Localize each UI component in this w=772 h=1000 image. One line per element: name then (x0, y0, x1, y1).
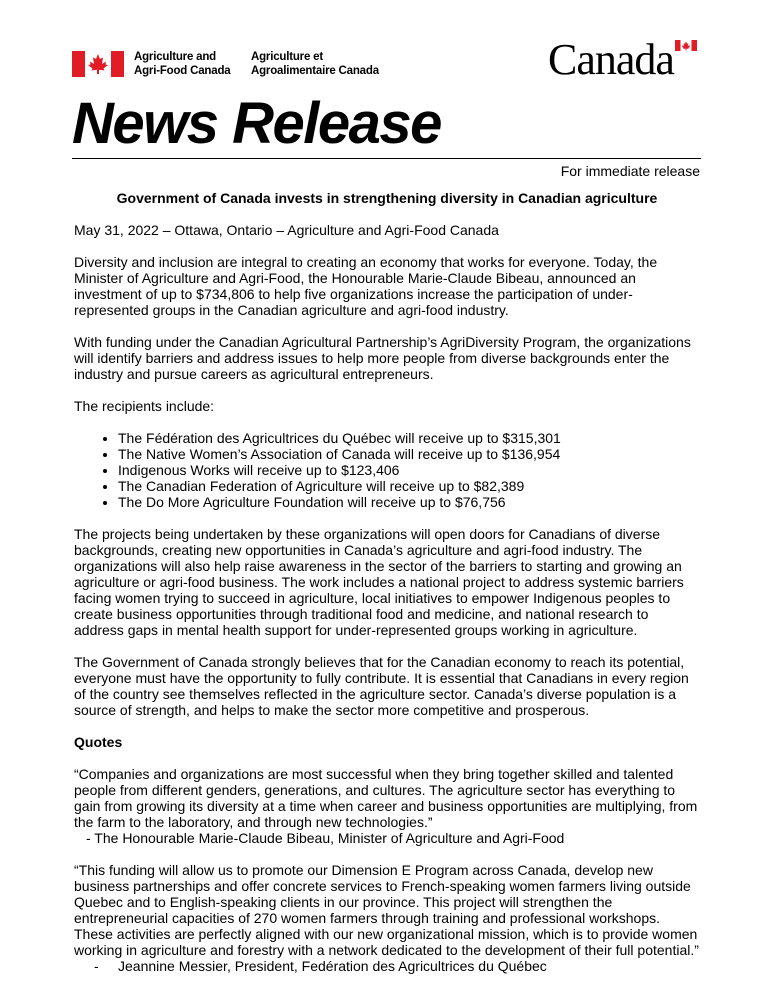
list-item: • The Fédération des Agricultrices du Québec will receive up to $315,301 (118, 430, 700, 446)
department-name-french (251, 51, 379, 78)
quote-text: “Companies and organizations are most successful when they bring together skilled and talented people from different genders, generations, and cultures. The agriculture sector has everything to gain from growing its diversity at a time when career and business opportunities are multiplying, from the farm to the laboratory, and through new technologies.” (74, 766, 698, 830)
attribution-text: Jeannine Messier, President, Fedération des Agricultrices du Québec (118, 958, 547, 974)
quote-attribution: - The Honourable Marie-Claude Bibeau, Minister of Agriculture and Agri-Food (86, 830, 565, 846)
department-fr-line1: Agriculture et (251, 51, 323, 63)
paragraph: The Government of Canada strongly believes that for the Canadian economy to reach its potential, everyone must have the opportunity to fully contribute. It is essential that Canadians in every region of the country see themselves reflected in the agriculture sector. Canada’s diverse population is a source of strength, and helps to make the sector more competitive and prosperous. (74, 654, 689, 718)
canada-wordmark (548, 35, 700, 84)
department-en-line1: Agriculture and (134, 51, 216, 63)
headline: Government of Canada invests in strengthening diversity in Canadian agriculture (116, 190, 658, 206)
list-item: • Indigenous Works will receive up to $123,406 (118, 462, 700, 478)
attribution-dash: - (94, 958, 99, 974)
title-divider (72, 158, 701, 159)
list-item: • The Native Women’s Association of Canada will receive up to $136,954 (118, 446, 700, 462)
department-name-english (134, 51, 230, 78)
department-en-line2: Agri-Food Canada (134, 64, 231, 77)
paragraph: The projects being undertaken by these organizations will open doors for Canadians of diverse backgrounds, creating new opportunities in Canada’s agriculture and agri-food industry. The organizations will also help raise awareness in the sector of the barriers to starting and growing an agriculture or agri-food business. The work includes a national project to address systemic barriers facing women trying to succeed in agriculture, local initiatives to empower Indigenous peoples to create business opportunities through traditional food and medicine, and national research to address gaps in mental health support for under-represented groups working in agriculture. (74, 526, 684, 638)
release-note: For immediate release (560, 163, 700, 179)
quote-attribution (74, 958, 700, 974)
department-fr-line2: Agroalimentaire Canada (251, 64, 379, 77)
recipients-label: The recipients include: (74, 398, 215, 414)
canada-flag-icon (72, 51, 124, 77)
paragraph: Diversity and inclusion are integral to creating an economy that works for everyone. Today, the Minister of Agriculture and Agri-Food, the Honourable Marie-Claude Bibeau, announced an investment of up to $734,806 to help five organizations increase the participation of under-represented groups in the Canadian agriculture and agri-food industry. (74, 254, 658, 318)
quote-text: “This funding will allow us to promote our Dimension E Program across Canada, develop new business partnerships and offer concrete services to French-speaking women farmers living outside Quebec and to English-speaking clients in our province. This project will strengthen the entrepreneurial capacities of 270 women farmers through training and professional workshops. These activities are perfectly aligned with our new organizational mission, which is to provide women working in agriculture and forestry with a network dedicated to the development of their full potential.” (74, 862, 699, 958)
page-title: News Release (72, 91, 441, 156)
release-body (74, 190, 700, 990)
page-header (0, 0, 772, 90)
paragraph: With funding under the Canadian Agricultural Partnership’s AgriDiversity Program, the organizations will identify barriers and address issues to help more people from diverse backgrounds enter the industry and pursue careers as agricultural entrepreneurs. (74, 334, 691, 382)
wordmark-text: Canada (548, 35, 674, 84)
list-item: • The Do More Agriculture Foundation will receive up to $76,756 (118, 494, 700, 510)
dateline: May 31, 2022 – Ottawa, Ontario – Agriculture and Agri-Food Canada (74, 222, 499, 238)
quotes-heading: Quotes (74, 734, 123, 750)
recipients-list (74, 430, 700, 510)
list-item: • The Canadian Federation of Agriculture will receive up to $82,389 (118, 478, 700, 494)
wordmark-flag-icon (675, 40, 697, 51)
